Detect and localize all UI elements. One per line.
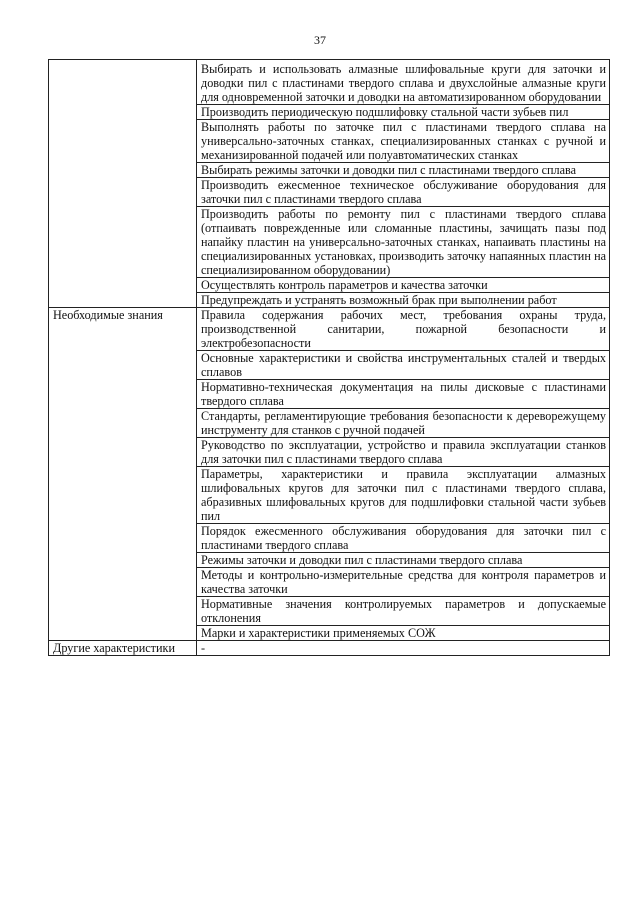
skill-item: Производить периодическую подшлифовку стальной части зубьев пил (197, 105, 610, 120)
knowledge-item: Руководство по эксплуатации, устройство и правила эксплуатации станков для заточки пил с пластинами твердого сплава (197, 438, 610, 467)
skill-item: Производить ежесменное техническое обслуживание оборудования для заточки пил с пластинами твердого сплава (197, 178, 610, 207)
skill-item: Осуществлять контроль параметров и качества заточки (197, 278, 610, 293)
knowledge-item: Порядок ежесменного обслуживания оборудования для заточки пил с пластинами твердого сплава (197, 524, 610, 553)
knowledge-item: Методы и контрольно-измерительные средства для контроля параметров и качества заточки (197, 568, 610, 597)
knowledge-item: Нормативные значения контролируемых параметров и допускаемые отклонения (197, 597, 610, 626)
knowledge-item: Основные характеристики и свойства инструментальных сталей и твердых сплавов (197, 351, 610, 380)
knowledge-item: Режимы заточки и доводки пил с пластинами твердого сплава (197, 553, 610, 568)
table-row (49, 60, 610, 105)
skill-item: Выполнять работы по заточке пил с пластинами твердого сплава на универсально-заточных станках, специализированных станках с ручной и механизированной подачей или полуавтоматических станках (197, 120, 610, 163)
knowledge-item: Марки и характеристики применяемых СОЖ (197, 626, 610, 641)
skill-item: Производить работы по ремонту пил с пластинами твердого сплава (отпаивать поврежденные или сломанные пластины, зачищать пазы под напайку пластин на универсально-заточных станках, напаивать пластины на специализированных установках, производить заточку напаянных пластин на специализированном оборудовании) (197, 207, 610, 278)
knowledge-item: Параметры, характеристики и правила эксплуатации алмазных шлифовальных кругов для заточки пил с пластинами твердого сплава, абразивных шлифовальных кругов для подшлифовки стальной части зубьев пил (197, 467, 610, 524)
table-row (49, 308, 610, 351)
skills-label-cell (49, 60, 197, 308)
requirements-table (48, 59, 610, 656)
other-characteristics-value: - (197, 641, 610, 656)
knowledge-item: Правила содержания рабочих мест, требования охраны труда, производственной санитарии, пожарной безопасности и электробезопасности (197, 308, 610, 351)
knowledge-label: Необходимые знания (49, 308, 197, 641)
skill-item: Выбирать режимы заточки и доводки пил с пластинами твердого сплава (197, 163, 610, 178)
page-number: 37 (314, 33, 326, 47)
table-row (49, 641, 610, 656)
skill-item: Выбирать и использовать алмазные шлифовальные круги для заточки и доводки пил с пластинами твердого сплава и двухслойные алмазные круги для одновременной заточки и доводки на автоматизированном оборудовании (197, 60, 610, 105)
other-characteristics-label: Другие характеристики (49, 641, 197, 656)
skill-item: Предупреждать и устранять возможный брак при выполнении работ (197, 293, 610, 308)
knowledge-item: Стандарты, регламентирующие требования безопасности к дереворежущему инструменту для станков с ручной подачей (197, 409, 610, 438)
knowledge-item: Нормативно-техническая документация на пилы дисковые с пластинами твердого сплава (197, 380, 610, 409)
